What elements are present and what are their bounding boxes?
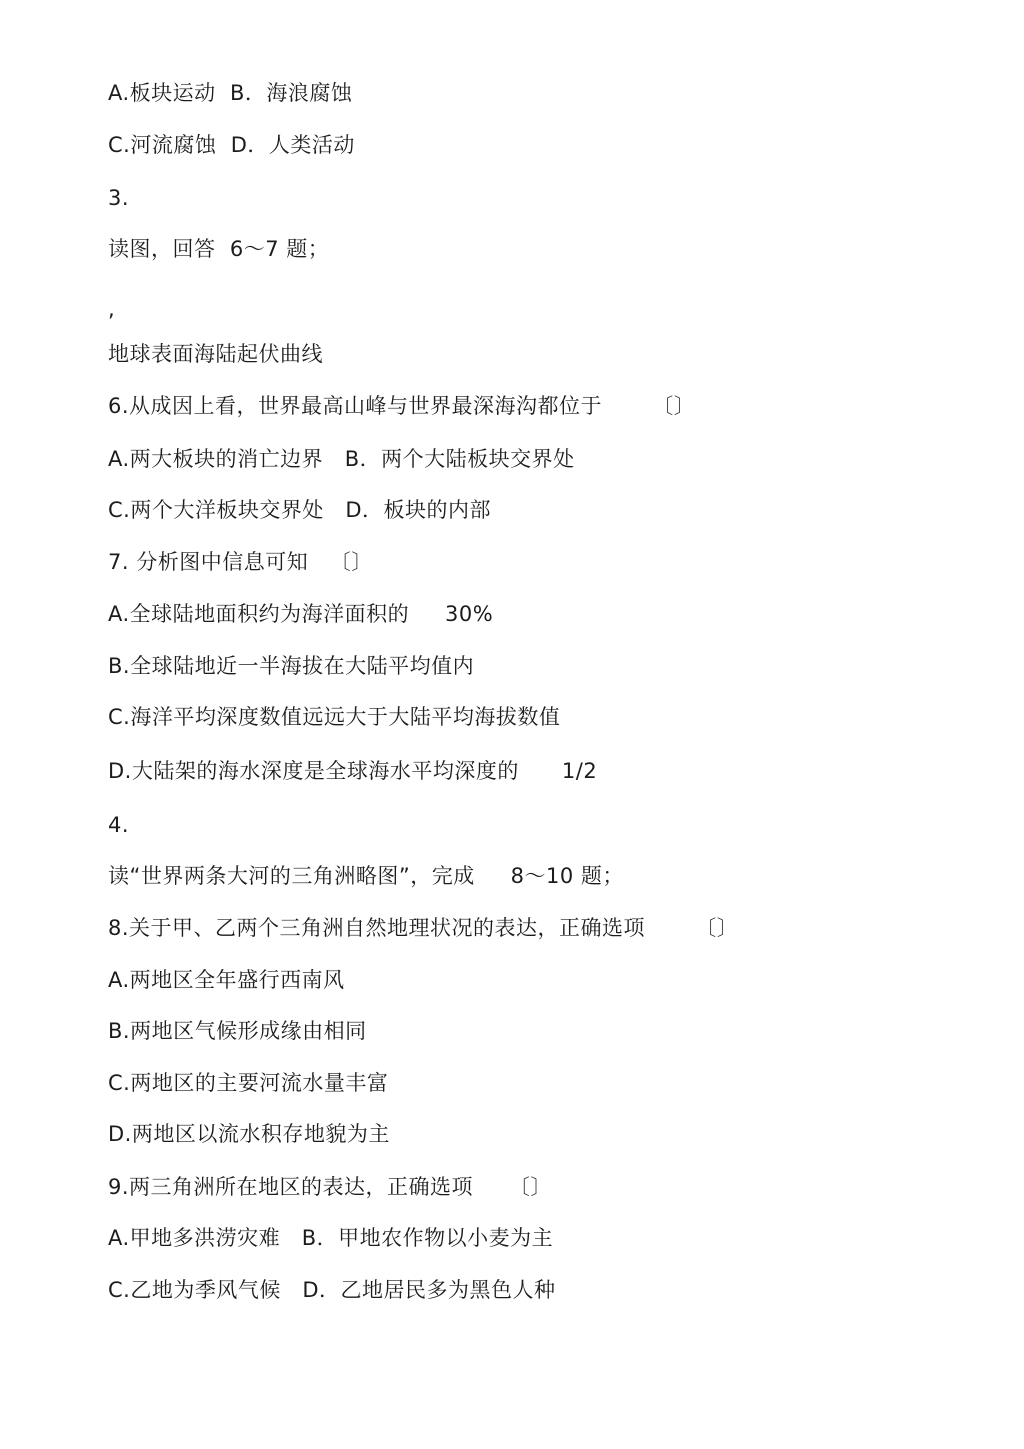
- q8-option-c: C.两地区的主要河流水量丰富: [108, 1071, 389, 1095]
- q7-option-b: B.全球陆地近一半海拔在大陆平均值内: [108, 654, 475, 678]
- question-9: 9.两三角洲所在地区的表达，正确选项 〔〕: [108, 1175, 552, 1199]
- section-number-3: 3.: [108, 186, 130, 210]
- q5-options-cd: C.河流腐蚀 D．人类活动: [108, 133, 355, 157]
- q9-options-cd: C.乙地为季风气候 D．乙地居民多为黑色人种: [108, 1278, 556, 1302]
- q7-option-c: C.海洋平均深度数值远远大于大陆平均海拔数值: [108, 705, 561, 729]
- q8-option-d: D.两地区以流水积存地貌为主: [108, 1122, 390, 1146]
- q7-option-a: A.全球陆地面积约为海洋面积的 30%: [108, 602, 494, 626]
- question-6: 6.从成因上看，世界最高山峰与世界最深海沟都位于 〔〕: [108, 394, 696, 418]
- q9-options-ab: A.甲地多洪涝灾难 B．甲地农作物以小麦为主: [108, 1226, 554, 1250]
- q6-options-ab: A.两大板块的消亡边界 B．两个大陆板块交界处: [108, 447, 575, 471]
- q7-option-d: D.大陆架的海水深度是全球海水平均深度的 1/2: [108, 759, 598, 783]
- section-number-4: 4.: [108, 813, 130, 837]
- q5-options-ab: A.板块运动 B．海浪腐蚀: [108, 81, 353, 105]
- figure-caption: 地球表面海陆起伏曲线: [108, 342, 323, 366]
- q8-option-b: B.两地区气候形成缘由相同: [108, 1019, 367, 1043]
- section-3-instruction: 读图，回答 6～7 题；: [108, 237, 330, 261]
- stray-comma: ,: [108, 297, 116, 321]
- section-4-instruction: 读“世界两条大河的三角洲略图”，完成 8～10 题；: [108, 864, 624, 888]
- question-8: 8.关于甲、乙两个三角洲自然地理状况的表达，正确选项 〔〕: [108, 916, 739, 940]
- q6-options-cd: C.两个大洋板块交界处 D．板块的内部: [108, 498, 492, 522]
- q8-option-a: A.两地区全年盛行西南风: [108, 968, 345, 992]
- question-7: 7. 分析图中信息可知 〔〕: [108, 550, 373, 574]
